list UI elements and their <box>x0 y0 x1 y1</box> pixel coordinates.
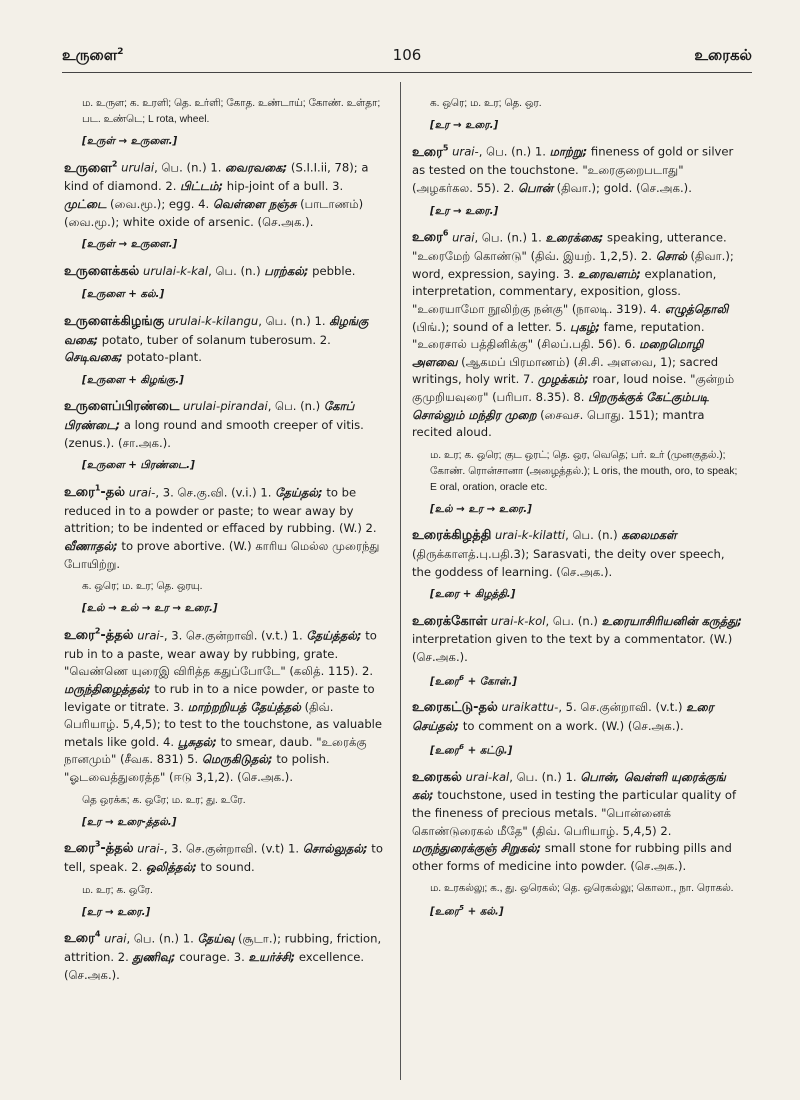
headword: உரைக்கிழத்தி <box>412 528 492 544</box>
entry-urai-3: உரை$^3$-த்தல் urai-, 3. செ.குன்றாவி. (v.t) 1. சொல்லுதல்; to tell, speak. 2. ஒலித்தல்; to sound. <box>64 839 383 875</box>
etymology: [உர → உரை.] <box>430 118 499 131</box>
entry-urai-5: உரை$^5$ urai-, பெ. (n.) 1. மாற்று; fineness of gold or silver as tested on the touchstone. "உரைகுறைபடாது" (அழகர்கல. 55). 2. பொன் (திவா.); gold. (செ.அக.). <box>412 143 734 196</box>
cognates: ம. உருள; க. உரளி; தெ. உர்ளி; கோத. உண்டாய்; கோண். உள்தா; பட. உண்டெ; L rota, wheel. <box>82 98 381 125</box>
column-divider <box>400 82 401 1080</box>
entry-urulai-2: உருளை$^2$ urulai, பெ. (n.) 1. வைரவகை; (S.I.I.ii, 78); a kind of diamond. 2. பிட்டம்; hip-joint of a bull. 3. முட்டை (வை.மூ.); egg. 4. வெள்ளை நஞ்சு (பாடாணம்) (வை.மூ.); white oxide of arsenic. (செ.அக.). <box>64 159 369 229</box>
etymology: [உருளை + கல்.] <box>82 288 165 301</box>
headword: உருளைக்கிழங்கு <box>64 313 165 329</box>
headword: உரை$^6$ <box>412 229 449 246</box>
headword: உரை$^3$-த்தல் <box>64 839 134 857</box>
entry-urulaikkilangu: உருளைக்கிழங்கு urulai-k-kilangu, பெ. (n.) 1. கிழங்கு வகை; potato, tuber of solanum tuberosum. 2. செடிவகை; potato-plant. <box>64 313 369 365</box>
cognates: ம. உர; க. ஒரே. <box>82 884 153 896</box>
transliteration: urai-k-kilatti <box>495 528 566 543</box>
headword: உரைக்கோள் <box>412 613 488 629</box>
cognates: க. ஒரெ; ம. உர; தெ. ஒர. <box>430 98 542 109</box>
page-number: 106 <box>392 46 422 64</box>
etymology: [உர → உரை.] <box>430 204 499 217</box>
headword: உரைகல் <box>412 769 462 785</box>
etymology: [உல் → உல் → உர → உரை.] <box>82 602 218 615</box>
transliteration: urai <box>104 931 127 946</box>
headword: உரை$^5$ <box>412 143 449 160</box>
right-column <box>412 92 746 929</box>
entry-uraikkol: உரைக்கோள் urai-k-kol, பெ. (n.) உரையாசிரியனின் கருத்து; interpretation given to the text by a commentator. (W.) (செ.அக.). <box>412 613 743 664</box>
entry-urai-2: உரை$^2$-த்தல் urai-, 3. செ.குன்றாவி. (v.t.) 1. தேய்த்தல்; to rub in to a paste, wear away by rubbing, grate. "வெண்ணெ யுரைஇ விரித்த கதுப்போடே" (கலித். 115). 2. மருந்திழைத்தல்; to rub in to a nice powder, or paste to levigate or titrate. 3. மாற்றறியத் தேய்த்தல் (திவ். பெரியாழ். 5,4,5); to test to the touchstone, as valuable metals like gold. 4. பூசுதல்; to smear, daub. "உரைக்கு நானமும்" (சீவக. 831) 5. மெருகிடுதல்; to polish. "ஓடவைத்துரைத்த" (ஈடு 3,1,2). (செ.அக.). <box>64 626 383 784</box>
headword: உரை$^4$ <box>64 930 101 947</box>
headword: உருளைக்கல் <box>64 263 140 279</box>
etymology: [உரை$^5$ + கல்.] <box>430 904 504 918</box>
etymology: [உருள் → உருளை.] <box>82 238 178 251</box>
etymology: [உருளை + பிரண்டை.] <box>82 459 195 472</box>
cognates: க. ஒரெ; ம. உர; தெ. ஒரயு. <box>82 581 203 593</box>
etymology: [உல் → உர → உரை.] <box>430 502 532 515</box>
headword: உருளைப்பிரண்டை <box>64 399 180 415</box>
entry-uraikattu: உரைகட்டு-தல் uraikattu-, 5. செ.குன்றாவி. (v.t.) உரை செய்தல்; to comment on a work. (W.) (செ.அக.). <box>412 700 714 734</box>
entry-uraikal: உரைகல் urai-kal, பெ. (n.) 1. பொன், வெள்ளி யுரைக்குங் கல்; touchstone, used in testing the particular quality of the fineness of precious metals. "பொன்னைக் கொண்டுரைகல் மீதே" (திவ். பெரியாழ். 5,4,5) 2. மருந்துரைக்குஞ் சிறுகல்; small stone for rubbing pills and other forms of medicine into powder. (செ.அக.). <box>412 769 737 873</box>
etymology: [உரை$^6$ + கட்டு.] <box>430 742 513 757</box>
entry-urai-1: உரை$^1$-தல் urai-, 3. செ.கு.வி. (v.i.) 1. தேய்தல்; to be reduced in to a powder or paste; to wear away by attrition; to be indented or effaced by rubbing. (W.) 2. வீணாதல்; to prove abortive. (W.) காரிய மெல்ல முரைந்து போயிற்று. <box>64 483 380 571</box>
entry-urai-4: உரை$^4$ urai, பெ. (n.) 1. தேய்வு (சூடா.); rubbing, friction, attrition. 2. துணிவு; courage. 3. உயர்ச்சி; excellence. (செ.அக.). <box>64 930 382 982</box>
transliteration: urulai-k-kal <box>142 263 209 278</box>
etymology: [உர → உரை.] <box>82 905 151 918</box>
transliteration: uraikattu- <box>501 700 559 715</box>
page-header <box>62 44 752 70</box>
headword: உரை$^1$-தல் <box>64 483 126 501</box>
cognates: ம. உர; க. ஒரெ; குட ஒரட்; தெ. ஒர, வெதெ; பர். உர் (முனகுதல்.); கோண். ரொன்சானா (அழைத்தல்.); L oris, the mouth, oro, to speak; E oral, oration, oracle etc. <box>430 449 738 493</box>
headword: உரை$^2$-த்தல் <box>64 626 134 643</box>
transliteration: urai <box>452 230 475 245</box>
entry-uraikkilatti: உரைக்கிழத்தி urai-k-kilatti, பெ. (n.) கலைமகள் (திருக்காளத்.பு.பதி.3); Sarasvati, the deity over speech, the goddess of learning. (செ.அக.). <box>412 528 725 579</box>
etymology: [உரை + கிழத்தி.] <box>430 588 516 601</box>
headword: உரைகட்டு-தல் <box>412 700 498 716</box>
transliteration: urai-k-kol <box>490 613 546 628</box>
transliteration: urai- <box>137 627 164 642</box>
entry-urulaippirandai: உருளைப்பிரண்டை urulai-pirandai, பெ. (n.) கோப் பிரண்டை; a long round and smooth creeper of vitis. (zenus.). (சா.அக.). <box>64 399 364 450</box>
left-column <box>64 92 388 990</box>
header-left-word: உருளை$^2$ <box>62 46 124 64</box>
etymology: [உருளை + கிழங்கு.] <box>82 373 184 386</box>
transliteration: urai- <box>128 485 156 500</box>
transliteration: urulai-k-kilangu <box>167 313 259 328</box>
transliteration: urai- <box>452 144 479 159</box>
entry-urai-6: உரை$^6$ urai, பெ. (n.) 1. உரைக்கை; speaking, utterance. "உரைமேற் கொண்டு" (திவ். இயற். 1,2,5). 2. சொல் (திவா.); word, expression, saying. 3. உரைவளம்; explanation, interpretation, commentary, exposition, gloss. "உரையாமோ நூலிற்கு நன்கு" (நாலடி. 319). 4. எழுத்தொலி (பிங்.); sound of a letter. 5. புகழ்; fame, reputation. "உரைசால் பத்தினிக்கு" (சிலப்.பதி. 56). 6. மறைமொழி அளவை (ஆகமப் பிரமாணம்) (சி.சி. அளவை, 1); sacred writings, holy writ. 7. முழக்கம்; roar, loud noise. "குன்றம் குமுறியவுரை" (பரிபா. 8.35). 8. பிறருக்குக் கேட்கும்படி சொல்லும் மந்திர முறை (சைவச. பொது. 151); mantra recited aloud. <box>412 229 735 440</box>
etymology: [உர → உரை-த்தல்.] <box>82 815 177 828</box>
transliteration: urai- <box>137 841 164 856</box>
transliteration: urai-kal <box>465 769 510 784</box>
headword: உருளை$^2$ <box>64 159 118 176</box>
cognates: தெ ஒரக்க; க. ஒரே; ம. உர; து. உரே. <box>82 794 246 806</box>
cognates: ம. உரகல்லு; க., து. ஒரெகல்; தெ. ஒரெகல்லு; கொலா., நா. ரொகல். <box>430 883 734 895</box>
transliteration: urulai <box>121 160 155 175</box>
transliteration: urulai-pirandai <box>183 399 268 414</box>
header-right-word: உரைகல் <box>694 46 752 64</box>
etymology: [உருள் → உருளை.] <box>82 134 178 147</box>
entry-urulaikkal: உருளைக்கல் urulai-k-kal, பெ. (n.) பரற்கல்; pebble. <box>64 263 356 279</box>
header-rule <box>62 72 752 73</box>
etymology: [உரை$^6$ + கோள்.] <box>430 673 517 687</box>
